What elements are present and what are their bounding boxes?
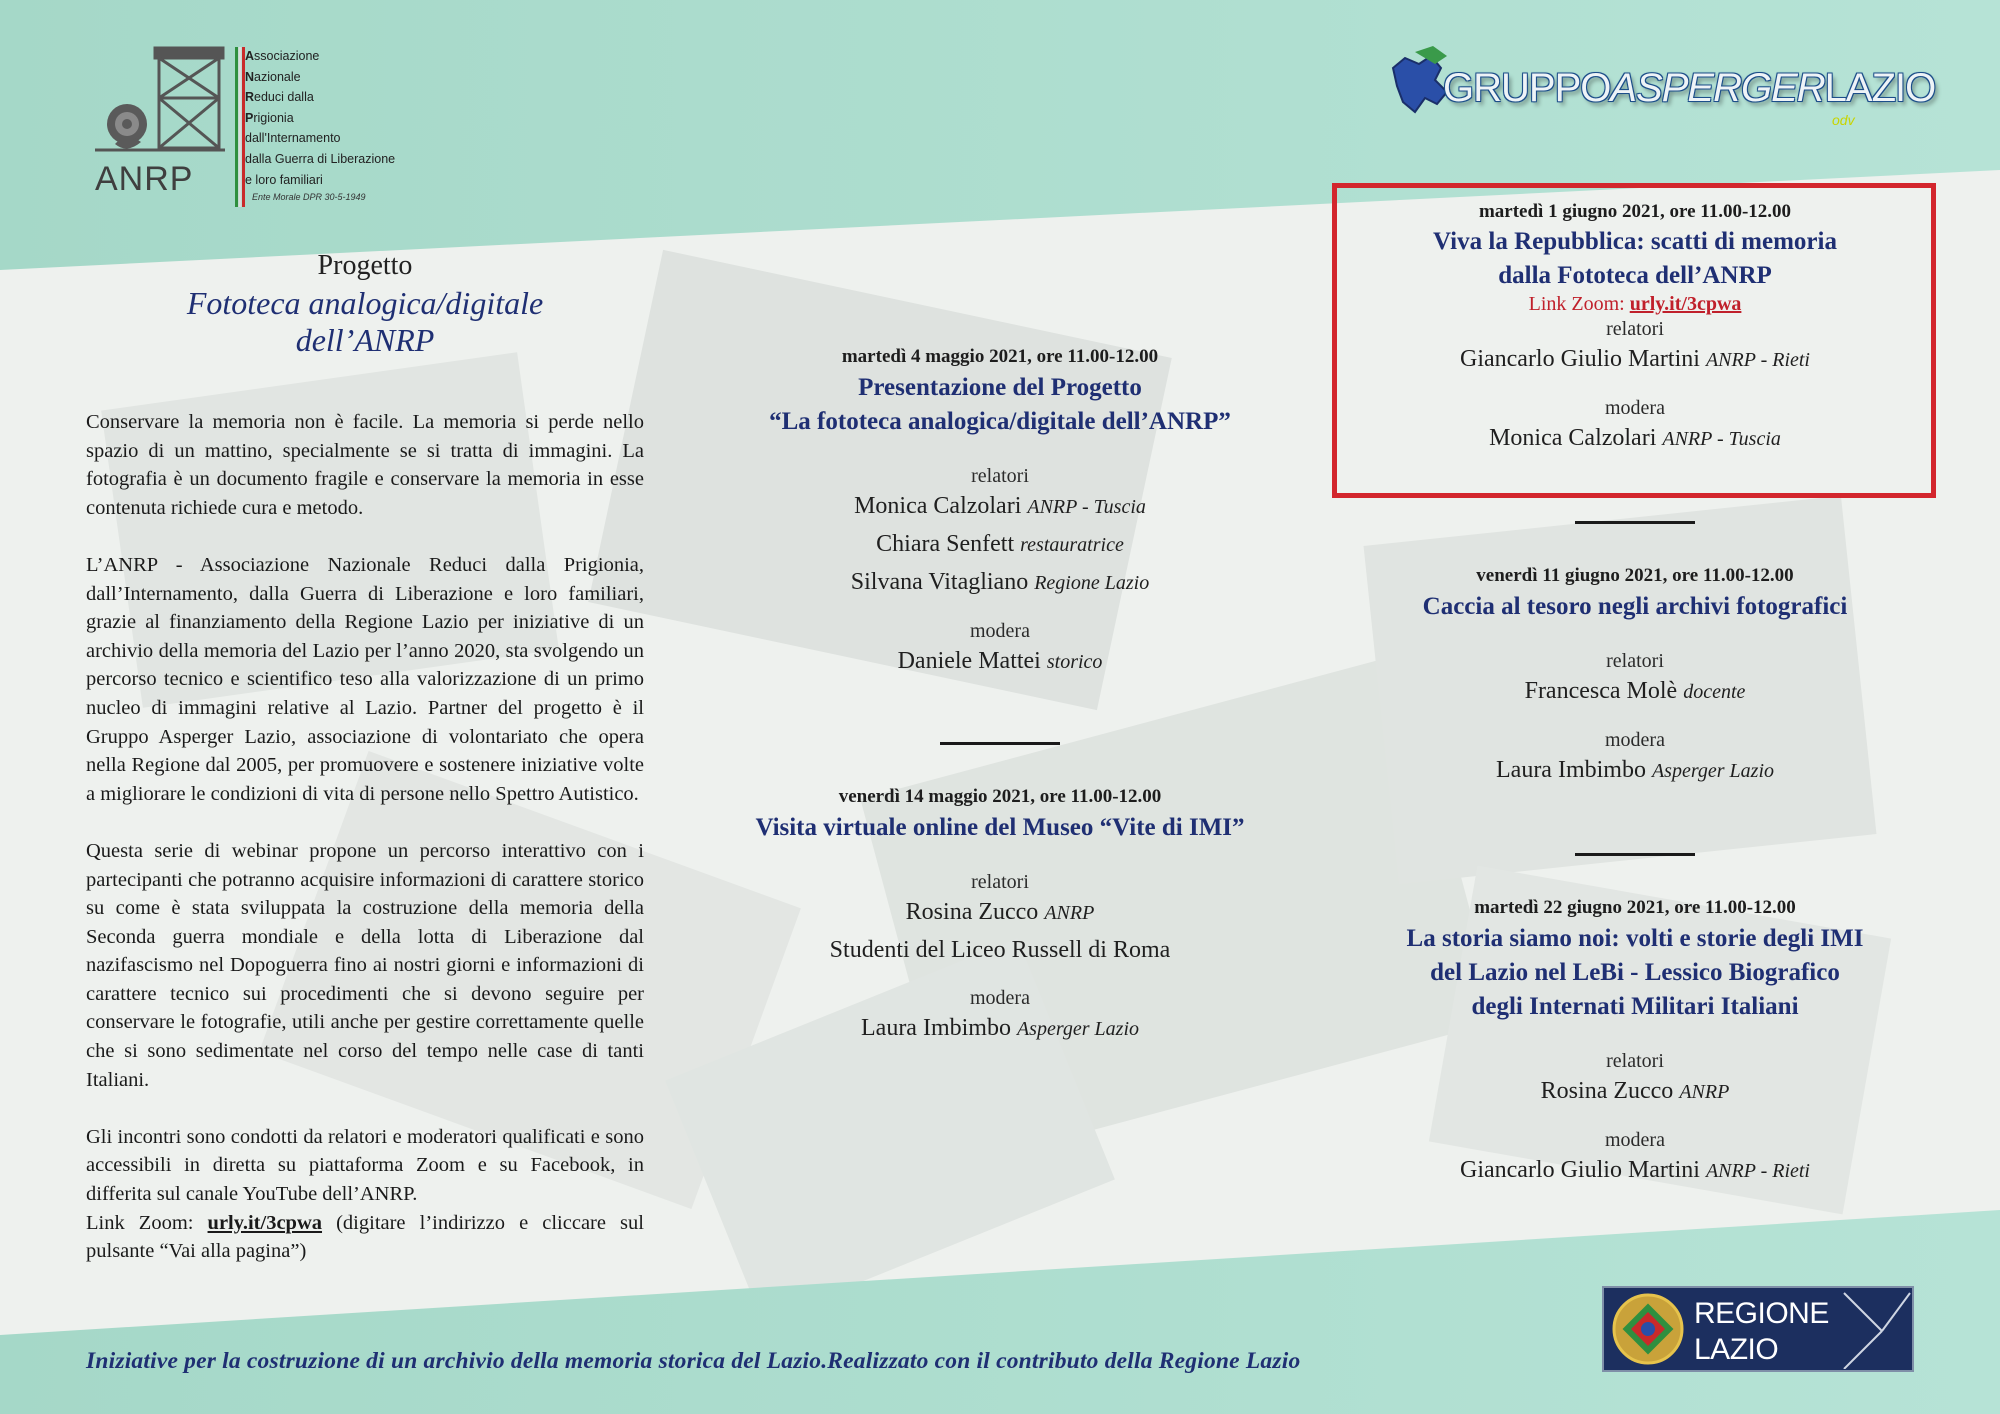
speaker: Studenti del Liceo Russell di Roma (829, 937, 1171, 963)
regione-name: REGIONE LAZIO (1694, 1297, 1829, 1366)
regione-lines-icon (1842, 1289, 1912, 1369)
event-block-highlighted (1335, 201, 1935, 458)
event-title-line: dalla Fototeca dell’ANRP (1498, 262, 1772, 289)
footer-credit: Iniziative per la costruzione di un archivio della memoria storica del Lazio.Realizzato con il contributo della Regione Lazio (86, 1348, 1301, 1374)
anrp-word: Nazionale (245, 69, 301, 84)
speaker: Rosina Zucco ANRP (905, 899, 1095, 925)
anrp-word: dall'Internamento (245, 131, 341, 146)
zoom-link[interactable]: urly.it/3cpwa (207, 1211, 323, 1234)
event-date: venerdì 11 giugno 2021, ore 11.00-12.00 (1476, 565, 1794, 586)
event-title (1335, 225, 1935, 293)
anrp-full-name (245, 46, 395, 190)
event-title-line: del Lazio nel LeBi - Lessico Biografico (1430, 959, 1840, 986)
event-title-line: Presentazione del Progetto (858, 374, 1142, 401)
speaker: Monica Calzolari ANRP - Tuscia (854, 493, 1146, 519)
event-zoom-link: Link Zoom: urly.it/3cpwa (1528, 293, 1742, 315)
speaker: Francesca Molè docente (1524, 678, 1746, 704)
anrp-word: Associazione (245, 49, 320, 63)
event-block (1335, 565, 1935, 790)
zoom-link[interactable]: urly.it/3cpwa (1629, 293, 1742, 315)
project-title-line: dell’ANRP (295, 322, 435, 358)
event-title-line: La storia siamo noi: volti e storie degli IMI (1406, 925, 1864, 952)
gruppo-asperger-odv: odv (1832, 112, 1855, 128)
intro-text (86, 408, 644, 1266)
event-title-line: degli Internati Militari Italiani (1471, 993, 1799, 1020)
event-block (700, 786, 1300, 1048)
moderator-label: modera (970, 620, 1030, 642)
event-block (1335, 897, 1935, 1190)
speaker: Rosina Zucco ANRP (1540, 1078, 1730, 1104)
divider (1575, 521, 1695, 524)
event-date: venerdì 14 maggio 2021, ore 11.00-12.00 (838, 786, 1162, 807)
event-date: martedì 22 giugno 2021, ore 11.00-12.00 (1474, 897, 1796, 918)
event-date: martedì 4 maggio 2021, ore 11.00-12.00 (841, 346, 1159, 367)
speakers-label: relatori (1606, 1050, 1664, 1072)
anrp-word: dalla Guerra di Liberazione (245, 151, 396, 166)
moderator-label: modera (1605, 1129, 1665, 1151)
anrp-emblem-icon (95, 42, 245, 162)
event-title-line: Caccia al tesoro negli archivi fotografici (1422, 593, 1848, 620)
moderator-label: modera (970, 987, 1030, 1009)
anrp-ente-morale: Ente Morale DPR 30-5-1949 (252, 192, 366, 202)
event-title-line: Visita virtuale online del Museo “Vite di IMI” (755, 814, 1245, 841)
event-block (700, 346, 1300, 681)
speaker: Chiara Senfett restauratrice (876, 531, 1124, 557)
project-title (0, 285, 730, 359)
moderator: Daniele Mattei storico (897, 648, 1103, 674)
zoom-link-label: Link Zoom: (86, 1211, 208, 1234)
gruppo-asperger-lazio-logo (1385, 38, 1936, 138)
intro-paragraph (86, 1123, 644, 1266)
event-title-line: Viva la Repubblica: scatti di memoria (1433, 228, 1837, 255)
intro-paragraph: Questa serie di webinar propone un percorso interattivo con i partecipanti che potranno acquisire informazioni di carattere storico su come è stata sviluppata la costruzione della memoria della Seconda guerra mondiale e della lotta di Liberazione dal nazifascismo nel Dopoguerra fino ai nostri giorni e informazioni di carattere tecnico sui procedimenti che si devono seguire per conservare le fotografie, utili anche per gestire correttamente quelle che si sono sedimentate nel corso del tempo nelle case di tanti Italiani. (86, 839, 644, 1091)
event-title (700, 811, 1300, 845)
event-date: martedì 1 giugno 2021, ore 11.00-12.00 (1478, 201, 1792, 222)
moderator-label: modera (1605, 397, 1665, 419)
anrp-word: Prigionia (245, 110, 294, 125)
anrp-logo (95, 42, 435, 212)
project-title-line: Fototeca analogica/digitale (186, 285, 544, 321)
divider (940, 742, 1060, 745)
event-title (1335, 590, 1935, 624)
anrp-acronym: ANRP (95, 160, 194, 198)
event-title-line: “La fototeca analogica/digitale dell’ANRP” (769, 408, 1231, 435)
intro-paragraph: L’ANRP - Associazione Nazionale Reduci dalla Prigionia, dall’Internamento, dalla Guerra di Liberazione e loro familiari, grazie al finanziamento della Regione Lazio per iniziative di un archivio della memoria del Lazio per l’anno 2020, sta svolgendo un percorso tecnico e scientifico teso alla valorizzazione di un primo nucleo di immagini relative al Lazio. Partner del progetto è il Gruppo Asperger Lazio, associazione di volontariato che opera nella Regione dal 2005, per promuovere e sostenere iniziative volte a migliorare le condizioni di vita di persone nello Spettro Autistico. (86, 553, 644, 805)
anrp-word: e loro familiari (245, 172, 323, 187)
intro-paragraph: Conservare la memoria non è facile. La memoria si perde nello spazio di un mattino, specialmente se si tratta di immagini. La fotografia è un documento fragile e conservare la memoria in esse contenuta richiede cura e metodo. (86, 411, 644, 519)
gruppo-asperger-lazio-name: GRUPPOASPERGERLAZIO (1443, 66, 1936, 110)
regione-lazio-logo (1602, 1286, 1914, 1372)
regione-crest-icon (1608, 1289, 1688, 1369)
moderator: Giancarlo Giulio Martini ANRP - Rieti (1459, 1157, 1810, 1183)
event-title (1335, 922, 1935, 1024)
speaker: Silvana Vitagliano Regione Lazio (850, 569, 1150, 595)
moderator: Laura Imbimbo Asperger Lazio (861, 1015, 1139, 1041)
moderator-label: modera (1605, 729, 1665, 751)
moderator: Laura Imbimbo Asperger Lazio (1496, 757, 1774, 783)
zoom-link-hint: (digitare l’indirizzo e cliccare sul pulsante “Vai alla pagina”) (86, 1211, 644, 1263)
divider (1575, 853, 1695, 856)
speakers-label: relatori (971, 465, 1029, 487)
speakers-label: relatori (1606, 650, 1664, 672)
speakers-label: relatori (1606, 318, 1664, 340)
speakers-label: relatori (971, 871, 1029, 893)
intro-paragraph-text: Gli incontri sono condotti da relatori e moderatori qualificati e sono accessibili in diretta su piattaforma Zoom e su Facebook, in differita sul canale YouTube dell’ANRP. (86, 1125, 644, 1206)
moderator: Monica Calzolari ANRP - Tuscia (1489, 425, 1781, 451)
event-title (700, 371, 1300, 439)
project-kicker: Progetto (317, 250, 413, 281)
speaker: Giancarlo Giulio Martini ANRP - Rieti (1459, 346, 1810, 372)
anrp-word: Reduci dalla (245, 90, 314, 105)
tricolor-stripe-icon (235, 47, 245, 207)
